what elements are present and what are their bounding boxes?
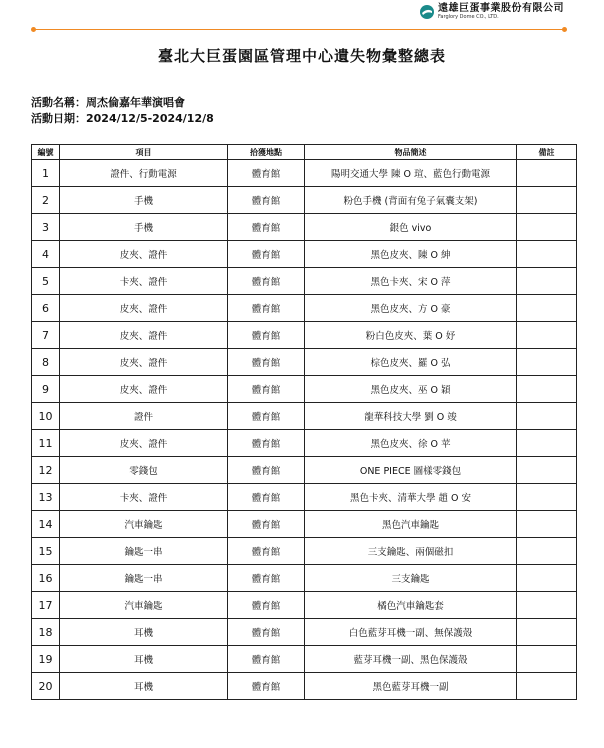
cell-description: 棕色皮夾、羅 O 弘: [305, 349, 517, 376]
cell-description: 黑色皮夾、陳 O 紳: [305, 241, 517, 268]
cell-description: 三支鑰匙、兩個磁扣: [305, 538, 517, 565]
cell-location: 體育館: [228, 538, 305, 565]
table-row: [32, 538, 577, 565]
cell-number: 20: [32, 673, 60, 700]
cell-number: 8: [32, 349, 60, 376]
cell-number: 5: [32, 268, 60, 295]
cell-location: 體育館: [228, 241, 305, 268]
cell-description: 龍華科技大學 劉 O 竣: [305, 403, 517, 430]
company-logo-icon: [420, 5, 434, 19]
event-name: 活動名稱：周杰倫嘉年華演唱會: [31, 96, 185, 109]
cell-location: 體育館: [228, 214, 305, 241]
table-row: [32, 349, 577, 376]
cell-description: 銀色 vivo: [305, 214, 517, 241]
cell-note: [517, 241, 577, 268]
cell-location: 體育館: [228, 187, 305, 214]
cell-description: 粉白色皮夾、葉 O 妤: [305, 322, 517, 349]
cell-item: 汽車鑰匙: [60, 511, 228, 538]
table-row: [32, 187, 577, 214]
cell-note: [517, 322, 577, 349]
cell-location: 體育館: [228, 565, 305, 592]
cell-location: 體育館: [228, 349, 305, 376]
company-name: 遠雄巨蛋事業股份有限公司: [438, 3, 564, 14]
cell-item: 手機: [60, 187, 228, 214]
header-number: 編號: [32, 145, 60, 160]
header-location: 拾獲地點: [228, 145, 305, 160]
cell-number: 7: [32, 322, 60, 349]
cell-description: 三支鑰匙: [305, 565, 517, 592]
header-item: 項目: [60, 145, 228, 160]
cell-description: 陽明交通大學 陳 O 瑄、藍色行動電源: [305, 160, 517, 187]
cell-number: 16: [32, 565, 60, 592]
cell-note: [517, 646, 577, 673]
cell-item: 皮夾、證件: [60, 241, 228, 268]
cell-location: 體育館: [228, 484, 305, 511]
cell-item: 卡夾、證件: [60, 268, 228, 295]
cell-description: 黑色汽車鑰匙: [305, 511, 517, 538]
table-row: [32, 295, 577, 322]
cell-description: 黑色皮夾、徐 O 苹: [305, 430, 517, 457]
cell-note: [517, 511, 577, 538]
cell-location: 體育館: [228, 160, 305, 187]
cell-description: 黑色皮夾、方 O 豪: [305, 295, 517, 322]
cell-note: [517, 484, 577, 511]
table-row: [32, 619, 577, 646]
table-row: [32, 241, 577, 268]
cell-item: 耳機: [60, 646, 228, 673]
cell-number: 9: [32, 376, 60, 403]
cell-number: 11: [32, 430, 60, 457]
cell-note: [517, 430, 577, 457]
cell-item: 鑰匙一串: [60, 565, 228, 592]
header-note: 備註: [517, 145, 577, 160]
cell-description: 橘色汽車鑰匙套: [305, 592, 517, 619]
cell-description: 黑色卡夾、清華大學 趙 O 安: [305, 484, 517, 511]
cell-location: 體育館: [228, 457, 305, 484]
header-description: 物品簡述: [305, 145, 517, 160]
cell-note: [517, 295, 577, 322]
cell-item: 卡夾、證件: [60, 484, 228, 511]
table-row: [32, 430, 577, 457]
cell-note: [517, 187, 577, 214]
cell-note: [517, 673, 577, 700]
table-body: [32, 160, 577, 700]
cell-number: 15: [32, 538, 60, 565]
cell-location: 體育館: [228, 322, 305, 349]
cell-number: 17: [32, 592, 60, 619]
company-name-en: Farglory Dome CO., LTD.: [438, 14, 499, 20]
cell-note: [517, 160, 577, 187]
cell-location: 體育館: [228, 376, 305, 403]
cell-item: 皮夾、證件: [60, 322, 228, 349]
cell-number: 19: [32, 646, 60, 673]
cell-item: 鑰匙一串: [60, 538, 228, 565]
divider-dot-right: [562, 27, 567, 32]
header-divider: [33, 29, 565, 30]
cell-note: [517, 565, 577, 592]
cell-item: 耳機: [60, 619, 228, 646]
cell-number: 3: [32, 214, 60, 241]
cell-description: 藍芽耳機一副、黑色保護殼: [305, 646, 517, 673]
table-row: [32, 484, 577, 511]
cell-number: 2: [32, 187, 60, 214]
table-header-row: [32, 145, 577, 160]
cell-description: 粉色手機 (背面有兔子氣囊支架): [305, 187, 517, 214]
cell-number: 10: [32, 403, 60, 430]
cell-item: 證件: [60, 403, 228, 430]
cell-number: 4: [32, 241, 60, 268]
cell-number: 13: [32, 484, 60, 511]
cell-item: 證件、行動電源: [60, 160, 228, 187]
cell-item: 零錢包: [60, 457, 228, 484]
cell-location: 體育館: [228, 673, 305, 700]
cell-description: ONE PIECE 圖樣零錢包: [305, 457, 517, 484]
cell-note: [517, 457, 577, 484]
table-row: [32, 403, 577, 430]
cell-note: [517, 619, 577, 646]
cell-description: 白色藍芽耳機一副、無保護殼: [305, 619, 517, 646]
cell-note: [517, 538, 577, 565]
table-row: [32, 214, 577, 241]
table-row: [32, 376, 577, 403]
cell-note: [517, 403, 577, 430]
cell-description: 黑色卡夾、宋 O 萍: [305, 268, 517, 295]
cell-note: [517, 376, 577, 403]
event-date: 活動日期：2024/12/5-2024/12/8: [31, 112, 214, 125]
cell-item: 耳機: [60, 673, 228, 700]
table-row: [32, 646, 577, 673]
cell-location: 體育館: [228, 619, 305, 646]
table-row: [32, 565, 577, 592]
cell-note: [517, 349, 577, 376]
cell-item: 手機: [60, 214, 228, 241]
cell-description: 黑色皮夾、巫 O 穎: [305, 376, 517, 403]
cell-item: 皮夾、證件: [60, 295, 228, 322]
cell-number: 18: [32, 619, 60, 646]
divider-dot-left: [31, 27, 36, 32]
table-row: [32, 322, 577, 349]
table-row: [32, 673, 577, 700]
table-row: [32, 268, 577, 295]
cell-number: 6: [32, 295, 60, 322]
cell-number: 1: [32, 160, 60, 187]
cell-note: [517, 592, 577, 619]
cell-description: 黑色藍芽耳機一副: [305, 673, 517, 700]
cell-number: 12: [32, 457, 60, 484]
table-row: [32, 160, 577, 187]
cell-location: 體育館: [228, 430, 305, 457]
lost-items-table: [31, 144, 577, 700]
cell-location: 體育館: [228, 511, 305, 538]
cell-note: [517, 214, 577, 241]
cell-location: 體育館: [228, 403, 305, 430]
cell-note: [517, 268, 577, 295]
table-row: [32, 457, 577, 484]
cell-location: 體育館: [228, 592, 305, 619]
cell-item: 皮夾、證件: [60, 376, 228, 403]
cell-item: 皮夾、證件: [60, 430, 228, 457]
company-logo: [420, 3, 564, 20]
cell-location: 體育館: [228, 646, 305, 673]
cell-item: 汽車鑰匙: [60, 592, 228, 619]
table-row: [32, 592, 577, 619]
cell-item: 皮夾、證件: [60, 349, 228, 376]
cell-location: 體育館: [228, 268, 305, 295]
page-title: 臺北大巨蛋園區管理中心遺失物彙整總表: [157, 47, 446, 65]
cell-location: 體育館: [228, 295, 305, 322]
table-row: [32, 511, 577, 538]
cell-number: 14: [32, 511, 60, 538]
